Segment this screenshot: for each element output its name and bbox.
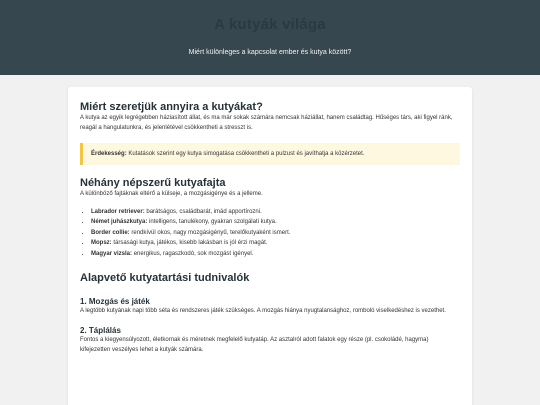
page-subtitle: Miért különleges a kapcsolat ember és kutya között? xyxy=(188,49,352,56)
list-item xyxy=(91,249,460,259)
breed-name: Labrador retriever: xyxy=(91,209,145,215)
page-title: A kutyák világa xyxy=(214,16,326,33)
breed-name: Német juhászkutya: xyxy=(91,219,148,226)
section-title-care: Alapvető kutyatartási tudnivalók xyxy=(80,272,250,285)
breed-desc: társasági kutya, játékos, kisebb lakásban is jól érzi magát. xyxy=(111,240,268,247)
section-title-why-dogs: Miért szeretjük annyira a kutyákat? xyxy=(80,101,263,113)
page-header xyxy=(0,0,540,75)
breed-desc: barátságos, családbarát, imád apportírozni. xyxy=(144,209,262,215)
breed-desc: intelligens, tanulékony, gyakran szolgálati kutya. xyxy=(147,219,277,226)
section-text-why-dogs: A kutya az egyik legrégebben háziasított állat, és ma már sokak számára nemcsak háziállat, hanem családtag. Hűséges társ, aki figyel ránk, reagál a hangulatunkra, és jelenlétével csökkentheti a stresszt is. xyxy=(80,115,453,131)
breed-list xyxy=(80,207,460,259)
list-item xyxy=(91,207,460,217)
breed-desc: energikus, ragaszkodó, sok mozgást igényel. xyxy=(132,250,254,257)
breed-desc: rendkívül okos, nagy mozgásigényű, terelőkutyaként ismert. xyxy=(129,229,291,236)
fun-fact-callout xyxy=(80,143,460,165)
subsection-text-exercise: A legtöbb kutyának napi több séta és rendszeres játék szükséges. A mozgás hiánya nyugtalansághoz, romboló viselkedéshez is vezethet. xyxy=(80,308,446,315)
breed-name: Mopsz: xyxy=(91,240,112,247)
content-card[interactable] xyxy=(68,87,472,405)
section-title-breeds: Néhány népszerű kutyafajta xyxy=(80,177,226,189)
list-item xyxy=(91,238,460,248)
fun-fact-label: Érdekesség: xyxy=(91,151,127,157)
subsection-title-exercise: 1. Mozgás és játék xyxy=(80,297,150,307)
list-item xyxy=(91,228,460,238)
breed-name: Border collie: xyxy=(91,229,130,236)
breed-name: Magyar vizsla: xyxy=(91,250,133,257)
section-text-breeds: A különböző fajtáknak eltérő a külseje, a mozgásigénye és a jelleme. xyxy=(80,191,263,197)
subsection-title-feeding: 2. Táplálás xyxy=(80,326,121,336)
list-item xyxy=(91,217,460,227)
fun-fact-text: Kutatások szerint egy kutya simogatása csökkentheti a pulzust és javíthatja a közérzetet. xyxy=(126,151,365,157)
subsection-text-feeding: Fontos a kiegyensúlyozott, életkornak és méretnek megfelelő kutyatáp. Az asztalról adott falatok egy része (pl. csokoládé, hagyma) kifejezetten veszélyes lehet a kutyák számára. xyxy=(80,337,429,354)
